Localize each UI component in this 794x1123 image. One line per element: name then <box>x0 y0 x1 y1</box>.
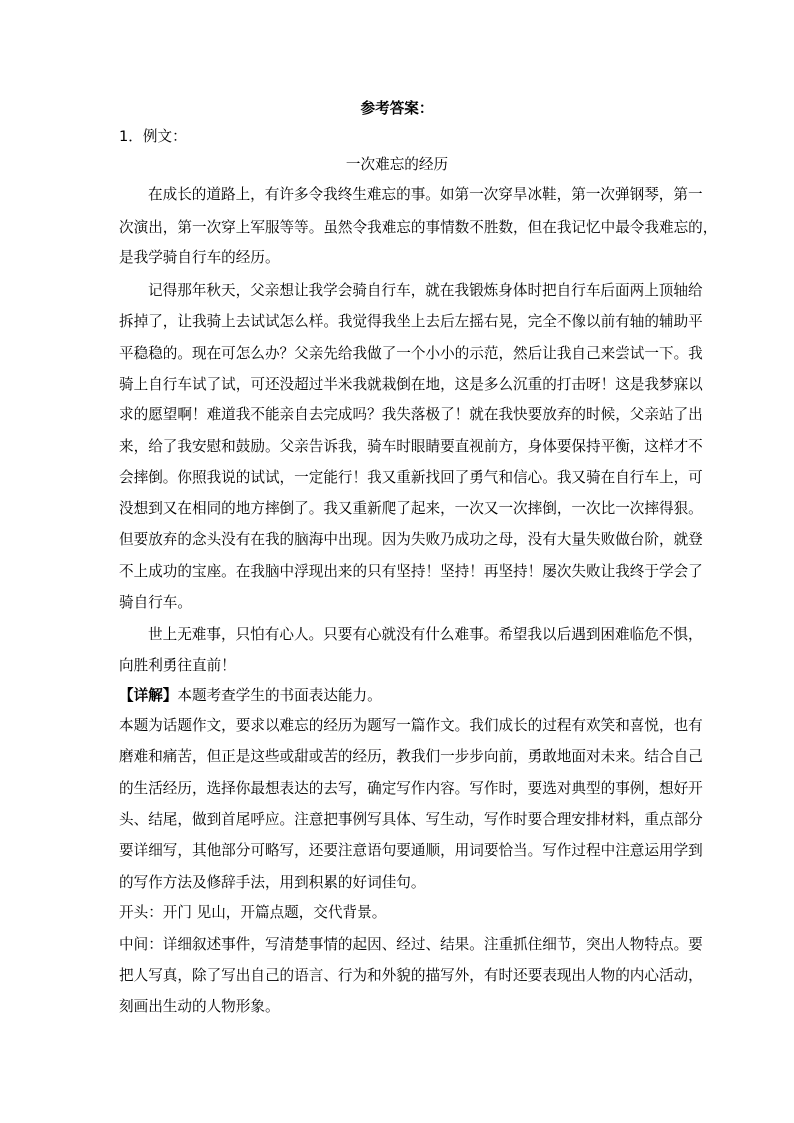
analysis-line: 把人写真，除了写出自己的语言、行为和外貌的描写外，有时还要表现出人物的内心活动， <box>119 967 703 984</box>
analysis-line: 刻画出生动的人物形象。 <box>119 998 280 1015</box>
essay-line: 是我学骑自行车的经历。 <box>119 249 280 266</box>
analysis-line: 要详细写，其他部分可略写，还要注意语句要通顺，用词要恰当。写作过程中注意运用学到 <box>119 842 703 859</box>
analysis-line: 磨难和痛苦，但正是这些或甜或苦的经历，教我们一步步向前，勇敢地面对未来。结合自己 <box>119 748 703 765</box>
essay-line: 会摔倒。你照我说的试试，一定能行！我又重新找回了勇气和信心。我又骑在自行车上，可 <box>119 469 703 486</box>
essay-line: 没想到又在相同的地方摔倒了。我又重新爬了起来，一次又一次摔倒，一次比一次摔得狠。 <box>119 500 703 517</box>
essay-line: 来，给了我安慰和鼓励。父亲告诉我，骑车时眼睛要直视前方，身体要保持平衡，这样才不 <box>119 438 703 455</box>
essay-line: 求的愿望啊！难道我不能亲自去完成吗？我失落极了！就在我快要放弃的时候，父亲站了出 <box>119 406 703 423</box>
analysis-line: 本题为话题作文，要求以难忘的经历为题写一篇作文。我们成长的过程有欢笑和喜悦，也有 <box>119 717 703 734</box>
analysis-line: 的生活经历，选择你最想表达的去写，确定写作内容。写作时，要选对典型的事例，想好开 <box>119 780 703 797</box>
analysis-line: 中间：详细叙述事件，写清楚事情的起因、经过、结果。注重抓住细节，突出人物特点。要 <box>119 936 703 953</box>
question-label: 1．例文： <box>119 128 187 145</box>
essay-line: 向胜利勇往直前！ <box>119 657 236 674</box>
analysis-line: 的写作方法及修辞手法，用到积累的好词佳句。 <box>119 874 426 891</box>
essay-line: 在成长的道路上，有许多令我终生难忘的事。如第一次穿旱冰鞋，第一次弹钢琴，第一 <box>148 186 703 203</box>
essay-line: 拆掉了，让我骑上去试试怎么样。我觉得我坐上去后左摇右晃，完全不像以前有轴的辅助平 <box>119 313 703 330</box>
detail-line <box>119 687 382 705</box>
answer-heading: 参考答案： <box>360 100 434 117</box>
essay-line: 不上成功的宝座。在我脑中浮现出来的只有坚持！坚持！再坚持！屡次失败让我终于学会了 <box>119 563 703 580</box>
essay-line: 但要放弃的念头没有在我的脑海中出现。因为失败乃成功之母，没有大量失败做台阶，就登 <box>119 531 703 548</box>
essay-line: 次演出，第一次穿上军服等等。虽然令我难忘的事情数不胜数，但在我记忆中最令我难忘的， <box>119 219 718 236</box>
detail-text: 本题考查学生的书面表达能力。 <box>177 687 382 704</box>
essay-line: 记得那年秋天，父亲想让我学会骑自行车，就在我锻炼身体时把自行车后面两上顶轴给 <box>148 282 703 299</box>
analysis-line: 头、结尾，做到首尾呼应。注意把事例写具体、写生动，写作时要合理安排材料，重点部分 <box>119 811 703 828</box>
essay-title: 一次难忘的经历 <box>345 156 449 173</box>
essay-line: 骑自行车。 <box>119 594 192 611</box>
essay-line: 世上无难事，只怕有心人。只要有心就没有什么难事。希望我以后遇到困难临危不惧， <box>148 626 703 643</box>
analysis-line: 开头：开门 见山，开篇点题，交代背景。 <box>119 904 387 921</box>
essay-line: 平稳稳的。现在可怎么办？父亲先给我做了一个小小的示范，然后让我自己来尝试一下。我 <box>119 345 703 362</box>
detail-tag: 【详解】 <box>119 687 178 704</box>
essay-line: 骑上自行车试了试，可还没超过半米我就栽倒在地，这是多么沉重的打击呀！这是我梦寐以 <box>119 376 703 393</box>
